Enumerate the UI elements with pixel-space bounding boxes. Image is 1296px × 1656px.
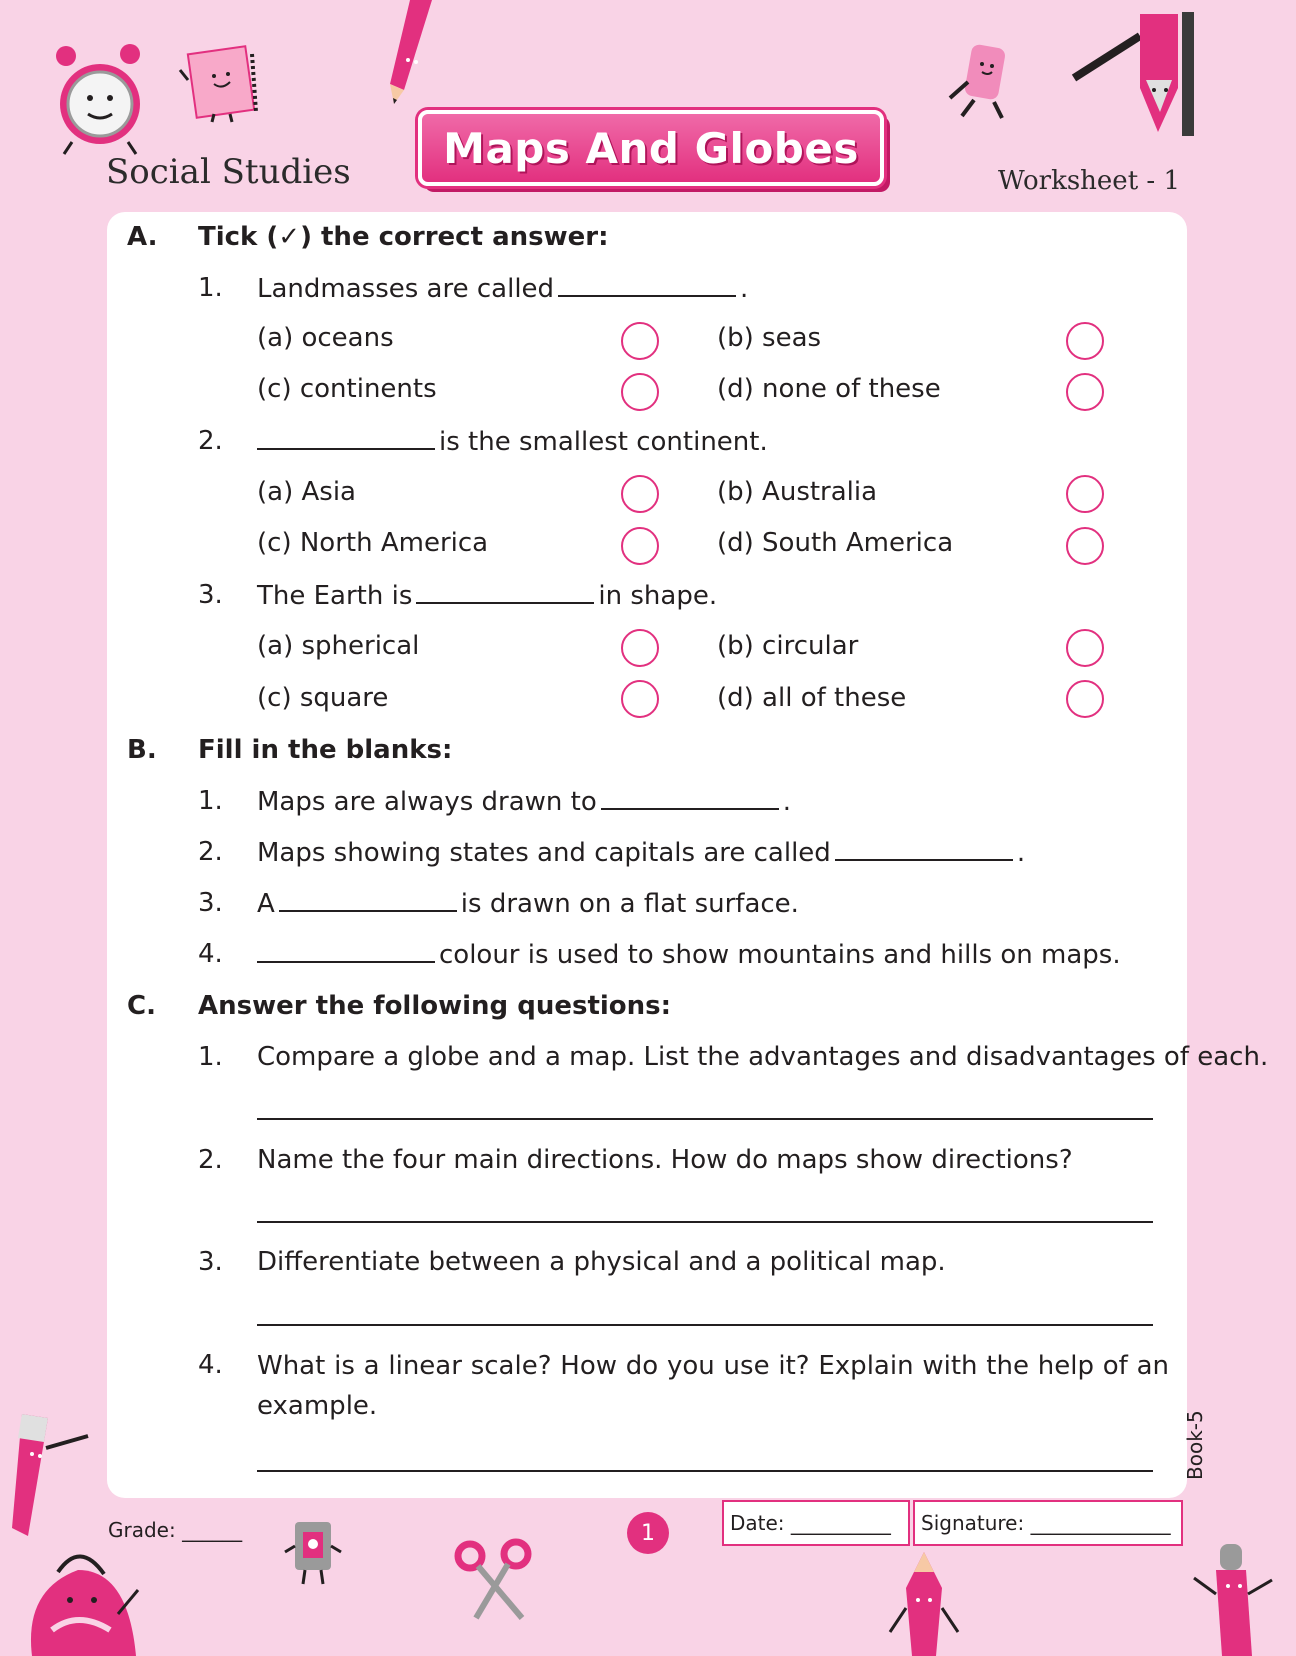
- blank-line: [416, 580, 594, 604]
- section-c-q1-number: 1.: [198, 1042, 223, 1072]
- option-label: (c) square: [257, 683, 389, 713]
- grade-field[interactable]: Grade: ______: [108, 1518, 243, 1542]
- section-b-heading: Fill in the blanks:: [198, 735, 453, 765]
- q-text-after: in shape.: [598, 581, 718, 611]
- backpack-icon: [18, 1530, 148, 1656]
- q-text-before: A: [257, 889, 275, 919]
- section-b-letter: B.: [127, 735, 157, 765]
- notebook-icon: [178, 44, 270, 124]
- section-b-q3-number: 3.: [198, 888, 223, 918]
- q-text-after: .: [1016, 838, 1026, 868]
- ruler-icon: [8, 1408, 94, 1538]
- section-b-q4-number: 4.: [198, 939, 223, 969]
- section-c-q3-text: Differentiate between a physical and a political map.: [257, 1247, 946, 1277]
- blank-line: [601, 786, 779, 810]
- worksheet-number: Worksheet - 1: [998, 166, 1180, 196]
- section-c-q3-number: 3.: [198, 1247, 223, 1277]
- section-c-q1-text: Compare a globe and a map. List the advantages and disadvantages of each.: [257, 1042, 1269, 1072]
- option-radio[interactable]: [621, 680, 659, 718]
- pencil-icon: [380, 0, 440, 110]
- option-label: (d) South America: [717, 528, 954, 558]
- page-number: 1: [627, 1512, 669, 1554]
- scissors-icon: [452, 1536, 536, 1622]
- blank-line: [279, 888, 457, 912]
- blank-line: [835, 837, 1013, 861]
- section-a-q1-number: 1.: [198, 273, 223, 303]
- q-text-after: is the smallest continent.: [439, 427, 768, 457]
- section-c-q4-number: 4.: [198, 1350, 223, 1380]
- q-text-before: Landmasses are called: [257, 274, 555, 304]
- section-c-q4-text: What is a linear scale? How do you use it? Explain with the help of an example.: [257, 1351, 1169, 1421]
- section-b-q3-text: [257, 888, 799, 919]
- section-a-q2-number: 2.: [198, 426, 223, 456]
- book-label: Book-5: [1183, 1410, 1207, 1480]
- subject-label: Social Studies: [106, 152, 351, 192]
- crayon-icon: [884, 1548, 964, 1656]
- q-text-before: The Earth is: [257, 581, 413, 611]
- option-radio[interactable]: [621, 527, 659, 565]
- section-a-letter: A.: [127, 222, 158, 252]
- section-a-q2-text: [257, 426, 768, 457]
- option-label: (c) North America: [257, 528, 489, 558]
- option-label: (d) none of these: [717, 374, 941, 404]
- option-radio[interactable]: [621, 322, 659, 360]
- option-label: (b) circular: [717, 631, 859, 661]
- q-text-after: colour is used to show mountains and hills on maps.: [439, 940, 1121, 970]
- pencil-ruler-icon: [1070, 8, 1210, 138]
- section-a-heading: Tick (✓) the correct answer:: [198, 222, 609, 252]
- option-label: (d) all of these: [717, 683, 907, 713]
- option-label: (a) Asia: [257, 477, 356, 507]
- q-text-after: .: [782, 787, 792, 817]
- answer-line[interactable]: [257, 1470, 1153, 1472]
- sharpener-icon: [283, 1518, 345, 1588]
- option-label: (b) seas: [717, 323, 822, 353]
- section-c-heading: Answer the following questions:: [198, 991, 672, 1021]
- option-radio[interactable]: [621, 629, 659, 667]
- section-b-q2-text: [257, 837, 1025, 868]
- signature-box[interactable]: [913, 1500, 1183, 1546]
- answer-line[interactable]: [257, 1118, 1153, 1120]
- section-b-q2-number: 2.: [198, 837, 223, 867]
- section-a-q1-text: [257, 273, 748, 304]
- blank-line: [257, 939, 435, 963]
- section-a-q3-number: 3.: [198, 580, 223, 610]
- section-a-q3-text: [257, 580, 717, 611]
- signature-field: Signature: ______________: [921, 1511, 1171, 1535]
- section-c-letter: C.: [127, 991, 156, 1021]
- blank-line: [558, 273, 736, 297]
- option-label: (c) continents: [257, 374, 437, 404]
- date-field: Date: __________: [730, 1511, 891, 1535]
- alarm-clock-icon: [52, 42, 148, 158]
- section-b-q4-text: [257, 939, 1121, 970]
- option-radio[interactable]: [1066, 373, 1104, 411]
- option-radio[interactable]: [621, 475, 659, 513]
- answer-line[interactable]: [257, 1221, 1153, 1223]
- q-text-after: is drawn on a flat surface.: [460, 889, 799, 919]
- option-radio[interactable]: [621, 373, 659, 411]
- option-label: (b) Australia: [717, 477, 878, 507]
- option-radio[interactable]: [1066, 475, 1104, 513]
- section-b-q1-number: 1.: [198, 786, 223, 816]
- date-box[interactable]: [722, 1500, 910, 1546]
- blank-line: [257, 426, 435, 450]
- worksheet-title: Maps And Globes: [443, 123, 859, 173]
- option-radio[interactable]: [1066, 322, 1104, 360]
- option-radio[interactable]: [1066, 680, 1104, 718]
- section-c-q2-text: Name the four main directions. How do maps show directions?: [257, 1145, 1073, 1175]
- answer-line[interactable]: [257, 1324, 1153, 1326]
- eraser-icon: [944, 42, 1024, 122]
- option-label: (a) oceans: [257, 323, 394, 353]
- q-text-before: Maps showing states and capitals are called: [257, 838, 831, 868]
- q-text-before: Maps are always drawn to: [257, 787, 597, 817]
- pen-icon: [1190, 1540, 1276, 1656]
- section-c-q2-number: 2.: [198, 1145, 223, 1175]
- section-b-q1-text: [257, 786, 791, 817]
- q-text-after: .: [740, 274, 749, 304]
- worksheet-title-banner: [418, 110, 884, 186]
- option-label: (a) spherical: [257, 631, 420, 661]
- option-radio[interactable]: [1066, 629, 1104, 667]
- option-radio[interactable]: [1066, 527, 1104, 565]
